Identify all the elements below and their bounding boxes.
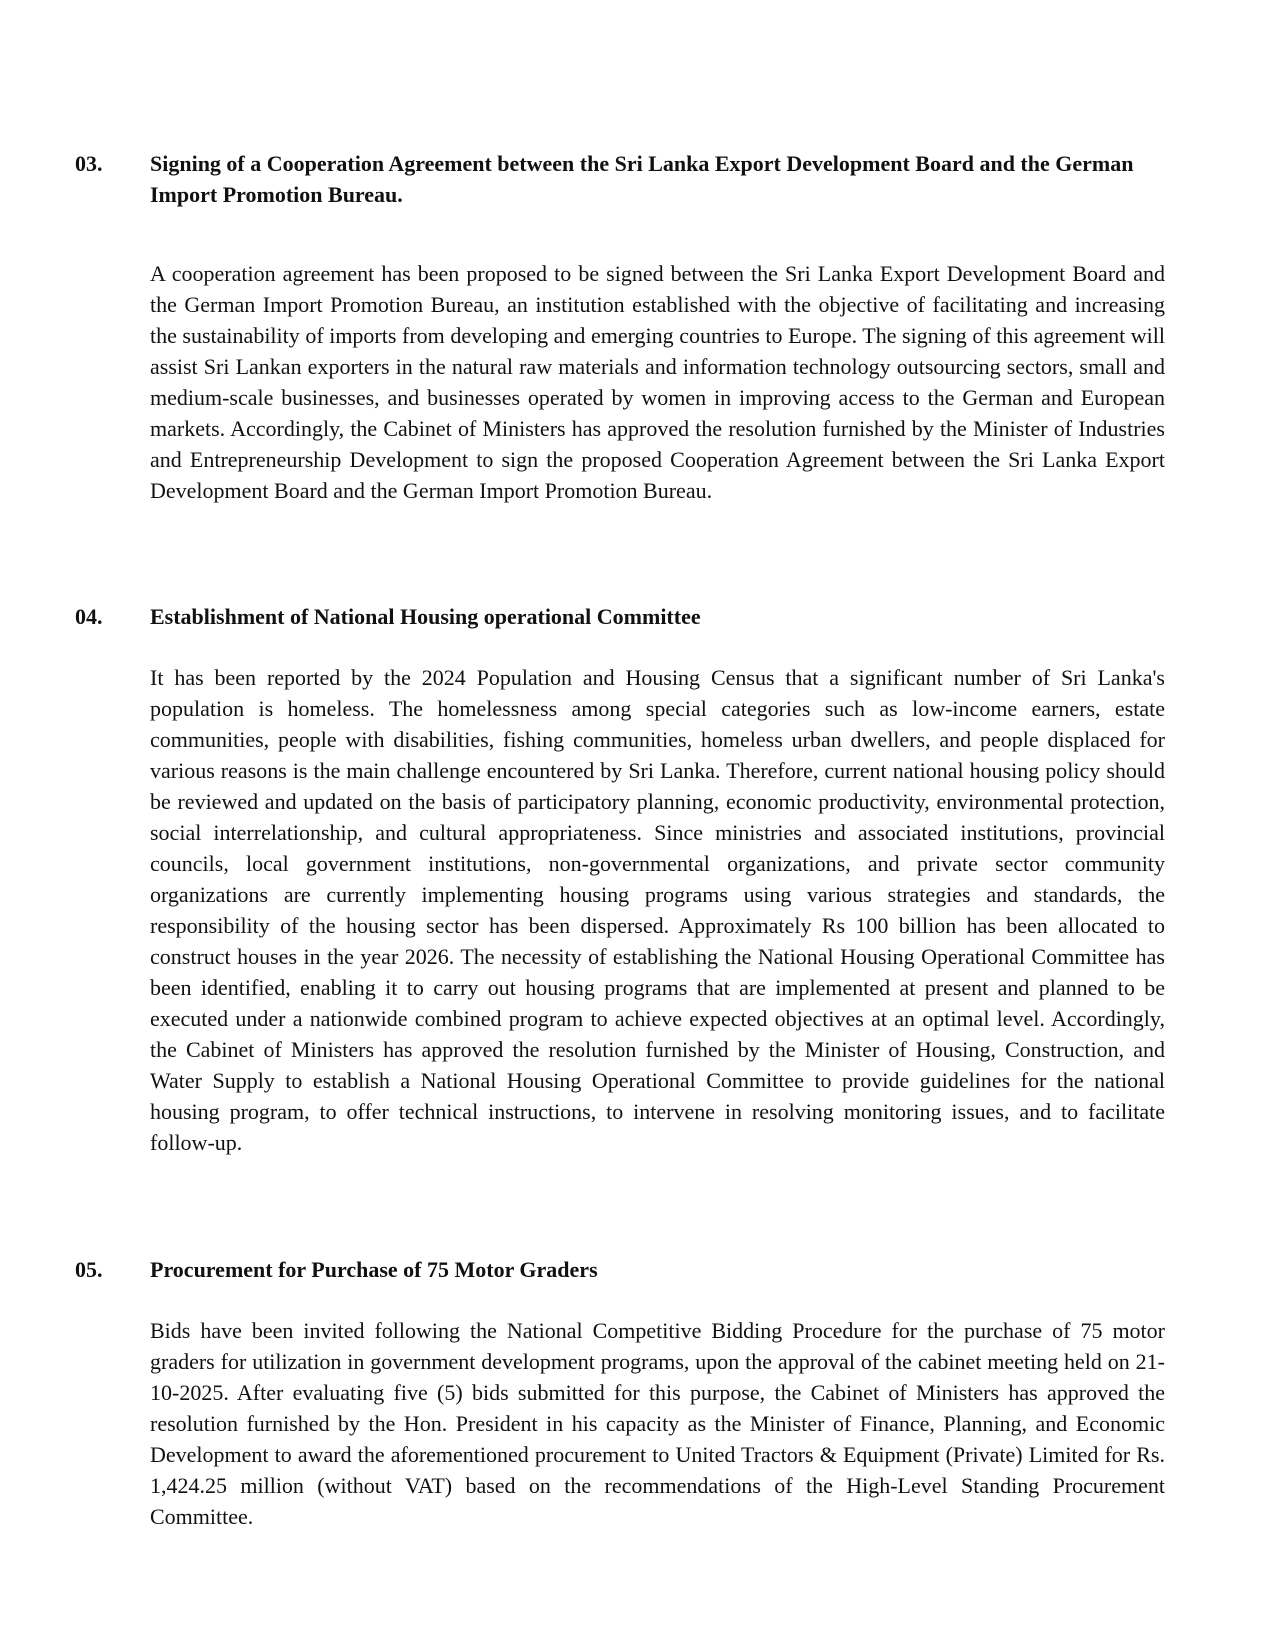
section-05 xyxy=(75,1254,1165,1532)
section-body: A cooperation agreement has been proposed to be signed between the Sri Lanka Export Development Board and the German Import Promotion Bureau, an institution established with the objective of facilitating and increasing the sustainability of imports from developing and emerging countries to Europe. The signing of this agreement will assist Sri Lankan exporters in the natural raw materials and information technology outsourcing sectors, small and medium-scale businesses, and businesses operated by women in improving access to the German and European markets. Accordingly, the Cabinet of Ministers has approved the resolution furnished by the Minister of Industries and Entrepreneurship Development to sign the proposed Cooperation Agreement between the Sri Lanka Export Development Board and the German Import Promotion Bureau. xyxy=(150,261,1165,503)
section-title: Signing of a Cooperation Agreement between the Sri Lanka Export Development Board and the German Import Promotion Bureau. xyxy=(150,151,1134,207)
section-number: 05. xyxy=(75,1257,103,1282)
section-body: Bids have been invited following the National Competitive Bidding Procedure for the purchase of 75 motor graders for utilization in government development programs, upon the approval of the cabinet meeting held on 21-10-2025. After evaluating five (5) bids submitted for this purpose, the Cabinet of Ministers has approved the resolution furnished by the Hon. President in his capacity as the Minister of Finance, Planning, and Economic Development to award the aforementioned procurement to United Tractors & Equipment (Private) Limited for Rs. 1,424.25 million (without VAT) based on the recommendations of the High-Level Standing Procurement Committee. xyxy=(150,1318,1165,1529)
section-04 xyxy=(75,601,1165,1158)
section-title: Establishment of National Housing operational Committee xyxy=(150,604,701,629)
section-number: 03. xyxy=(75,151,103,176)
section-number: 04. xyxy=(75,604,103,629)
section-body: It has been reported by the 2024 Population and Housing Census that a significant number of Sri Lanka's population is homeless. The homelessness among special categories such as low-income earners, estate communities, people with disabilities, fishing communities, homeless urban dwellers, and people displaced for various reasons is the main challenge encountered by Sri Lanka. Therefore, current national housing policy should be reviewed and updated on the basis of participatory planning, economic productivity, environmental protection, social interrelationship, and cultural appropriateness. Since ministries and associated institutions, provincial councils, local government institutions, non-governmental organizations, and private sector community organizations are currently implementing housing programs using various strategies and standards, the responsibility of the housing sector has been dispersed. Approximately Rs 100 billion has been allocated to construct houses in the year 2026. The necessity of establishing the National Housing Operational Committee has been identified, enabling it to carry out housing programs that are implemented at present and planned to be executed under a nationwide combined program to achieve expected objectives at an optimal level. Accordingly, the Cabinet of Ministers has approved the resolution furnished by the Minister of Housing, Construction, and Water Supply to establish a National Housing Operational Committee to provide guidelines for the national housing program, to offer technical instructions, to intervene in resolving monitoring issues, and to facilitate follow-up. xyxy=(150,665,1165,1155)
section-03 xyxy=(75,148,1165,506)
section-title: Procurement for Purchase of 75 Motor Graders xyxy=(150,1257,598,1282)
